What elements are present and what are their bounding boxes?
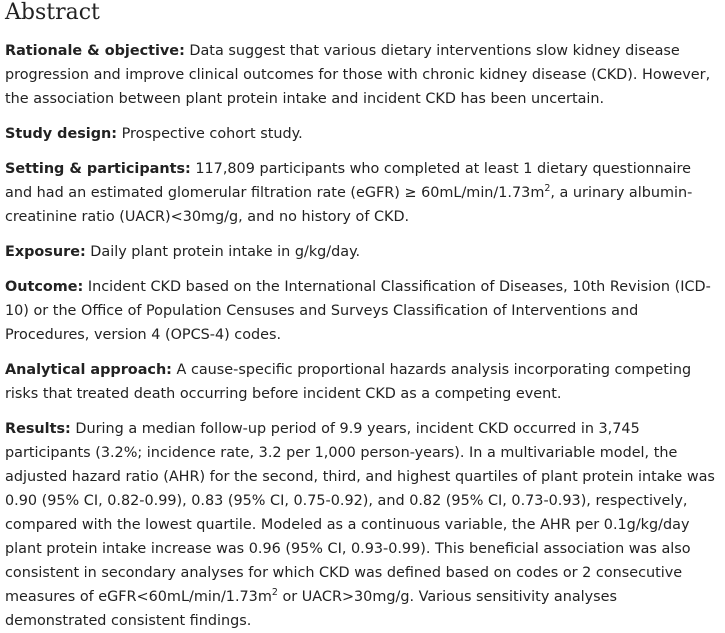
section-study-design: [5, 122, 721, 146]
section-text-continued: or UACR>30mg/g. Various sensitivity analyses demonstrated consistent findings.: [5, 589, 618, 629]
section-label: Exposure:: [5, 244, 86, 260]
section-label: Results:: [5, 421, 71, 437]
section-text: 117,809 participants who completed at least 1 dietary questionnaire and had an estimated glomerular filtration rate (eGFR) ≥ 60mL/min/1.73m: [5, 161, 692, 201]
section-label: Study design:: [5, 126, 118, 142]
section-text: Incident CKD based on the International Classification of Diseases, 10th Revision (ICD-10) or the Office of Population Censuses and Surveys Classification of Interventions and Procedures, version 4 (OPCS-4) codes.: [5, 279, 711, 343]
section-label: Analytical approach:: [5, 362, 172, 378]
section-text-continued: , a urinary albumin-creatinine ratio (UACR)<30mg/g, and no history of CKD.: [5, 185, 693, 225]
section-label: Setting & participants:: [5, 161, 191, 177]
section-setting-participants: [5, 157, 721, 229]
section-outcome: [5, 275, 721, 347]
section-text: Data suggest that various dietary interventions slow kidney disease progression and improve clinical outcomes for those with chronic kidney disease (CKD). However, the association between plant protein intake and incident CKD has been uncertain.: [5, 43, 711, 107]
section-exposure: [5, 240, 721, 264]
superscript: 2: [271, 587, 278, 598]
section-text: During a median follow-up period of 9.9 years, incident CKD occurred in 3,745 participants (3.2%; incidence rate, 3.2 per 1,000 person-years). In a multivariable model, the adjusted hazard ratio (AHR) for the second, third, and highest quartiles of plant protein intake was 0.90 (95% CI, 0.82-0.99), 0.83 (95% CI, 0.75-0.92), and 0.82 (95% CI, 0.73-0.93), respectively, compared with the lowest quartile. Modeled as a continuous variable, the AHR per 0.1g/kg/day plant protein intake increase was 0.96 (95% CI, 0.93-0.99). This beneficial association was also consistent in secondary analyses for which CKD was defined based on codes or 2 consecutive measures of eGFR<60mL/min/1.73m: [5, 421, 715, 605]
section-text: A cause-specific proportional hazards analysis incorporating competing risks that treated death occurring before incident CKD as a competing event.: [5, 362, 692, 402]
section-label: Rationale & objective:: [5, 43, 185, 59]
section-results: [5, 417, 721, 633]
section-rationale-objective: [5, 39, 721, 111]
section-text: Daily plant protein intake in g/kg/day.: [85, 244, 361, 260]
superscript: 2: [544, 183, 551, 194]
section-analytical-approach: [5, 358, 721, 406]
section-label: Outcome:: [5, 279, 84, 295]
section-text: Prospective cohort study.: [117, 126, 303, 142]
abstract-heading: Abstract: [5, 0, 100, 25]
